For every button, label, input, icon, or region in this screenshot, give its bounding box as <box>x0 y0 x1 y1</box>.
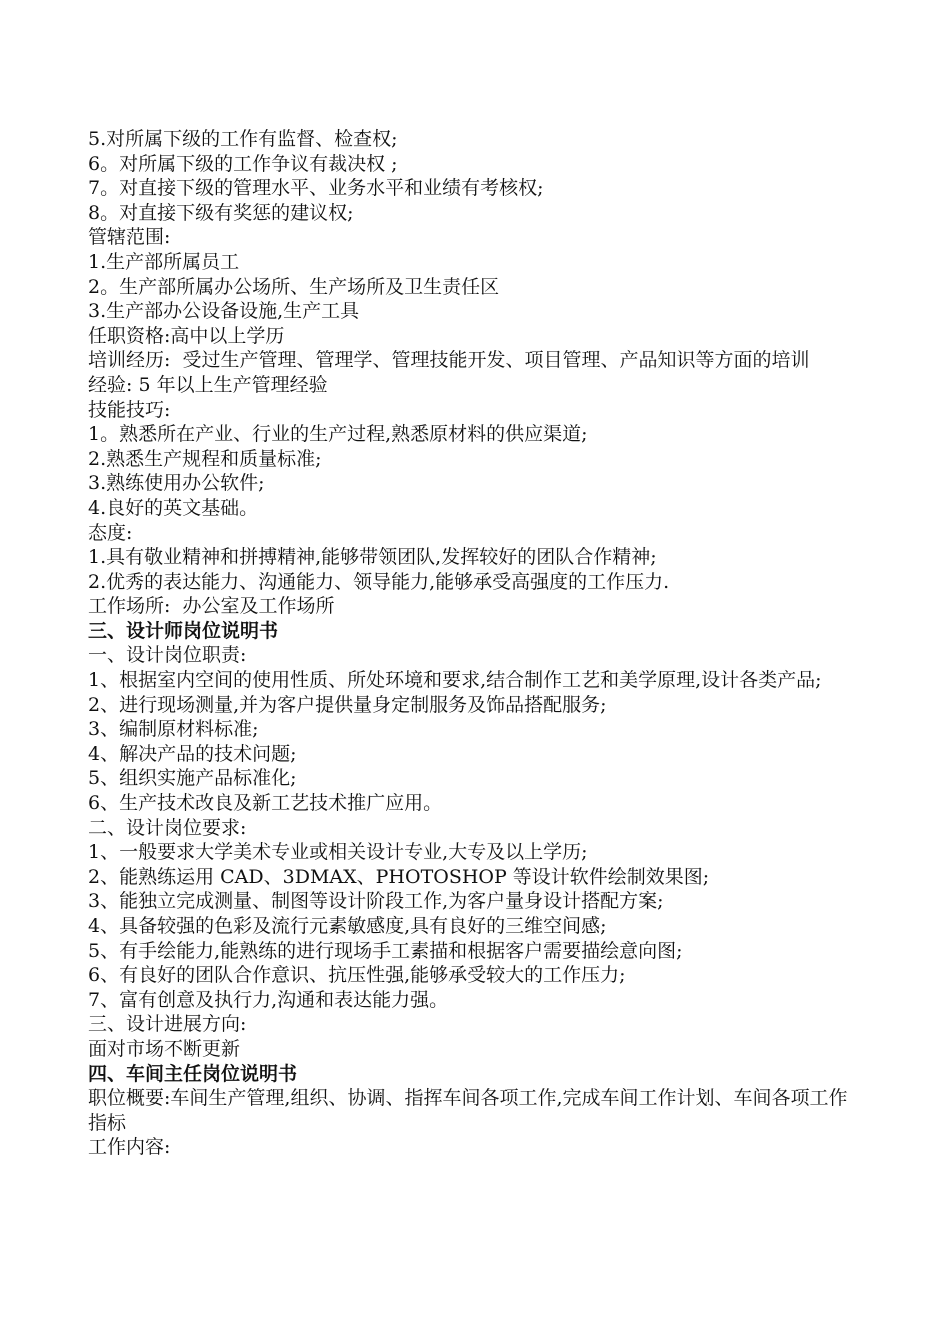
text-line: 1.生产部所属员工 <box>88 250 240 273</box>
text-line: 技能技巧: <box>88 398 171 421</box>
text-line: 6、生产技术改良及新工艺技术推广应用。 <box>88 792 443 815</box>
text-line: 2、进行现场测量,并为客户提供量身定制服务及饰品搭配服务; <box>88 693 607 716</box>
document-body <box>88 127 863 1160</box>
text-line: 1、一般要求大学美术专业或相关设计专业,大专及以上学历; <box>88 841 588 864</box>
text-line: 3.熟练使用办公软件; <box>88 472 265 495</box>
text-line: 面对市场不断更新 <box>88 1037 241 1060</box>
text-line: 态度: <box>88 521 133 544</box>
text-line: 3、能独立完成测量、制图等设计阶段工作,为客户量身设计搭配方案; <box>88 890 664 913</box>
text-line: 经验: 5 年以上生产管理经验 <box>88 373 328 396</box>
text-line: 4、具备较强的色彩及流行元素敏感度,具有良好的三维空间感; <box>88 915 607 937</box>
text-line: 5.对所属下级的工作有监督、检查权; <box>88 128 398 150</box>
text-line: 3.生产部办公设备设施,生产工具 <box>88 300 360 323</box>
text-line: 2.优秀的表达能力、沟通能力、领导能力,能够承受高强度的工作压力. <box>88 570 670 593</box>
text-line: 1。熟悉所在产业、行业的生产过程,熟悉原材料的供应渠道; <box>88 423 588 446</box>
text-line: 管辖范围: <box>88 226 171 249</box>
text-line: 6、有良好的团队合作意识、抗压性强,能够承受较大的工作压力; <box>88 964 626 987</box>
text-line: 3、编制原材料标准; <box>88 718 259 741</box>
text-line: 2。生产部所属办公场所、生产场所及卫生责任区 <box>88 275 500 298</box>
text-line: 4、解决产品的技术问题; <box>88 742 297 765</box>
text-line: 2、能熟练运用 CAD、3DMAX、PHOTOSHOP 等设计软件绘制效果图; <box>88 865 710 888</box>
text-line: 职位概要:车间生产管理,组织、协调、指挥车间各项工作,完成车间工作计划、车间各项工作指标 <box>88 1087 848 1134</box>
text-line: 任职资格:高中以上学历 <box>88 324 285 347</box>
text-line: 5、组织实施产品标准化; <box>88 767 297 790</box>
text-line: 7。对直接下级的管理水平、业务水平和业绩有考核权; <box>88 177 544 200</box>
text-line: 5、有手绘能力,能熟练的进行现场手工素描和根据客户需要描绘意向图; <box>88 939 683 962</box>
text-line: 工作场所: 办公室及工作场所 <box>88 595 335 618</box>
text-line: 4.良好的英文基础。 <box>88 496 259 519</box>
text-line: 二、设计岗位要求: <box>88 816 247 839</box>
text-line: 工作内容: <box>88 1136 171 1159</box>
text-line: 培训经历: 受过生产管理、管理学、管理技能开发、项目管理、产品知识等方面的培训 <box>88 349 810 372</box>
text-line: 一、设计岗位职责: <box>88 644 247 667</box>
text-line: 1.具有敬业精神和拼搏精神,能够带领团队,发挥较好的团队合作精神; <box>88 546 657 569</box>
text-line: 7、富有创意及执行力,沟通和表达能力强。 <box>88 988 449 1011</box>
text-line: 6。对所属下级的工作争议有裁决权 ; <box>88 152 398 175</box>
text-line: 8。对直接下级有奖惩的建议权; <box>88 201 354 224</box>
text-line: 1、根据室内空间的使用性质、所处环境和要求,结合制作工艺和美学原理,设计各类产品; <box>88 669 822 692</box>
section-heading: 四、车间主任岗位说明书 <box>88 1062 298 1085</box>
text-line: 2.熟悉生产规程和质量标准; <box>88 447 322 470</box>
text-line: 三、设计进展方向: <box>88 1013 247 1036</box>
section-heading: 三、设计师岗位说明书 <box>88 619 279 642</box>
